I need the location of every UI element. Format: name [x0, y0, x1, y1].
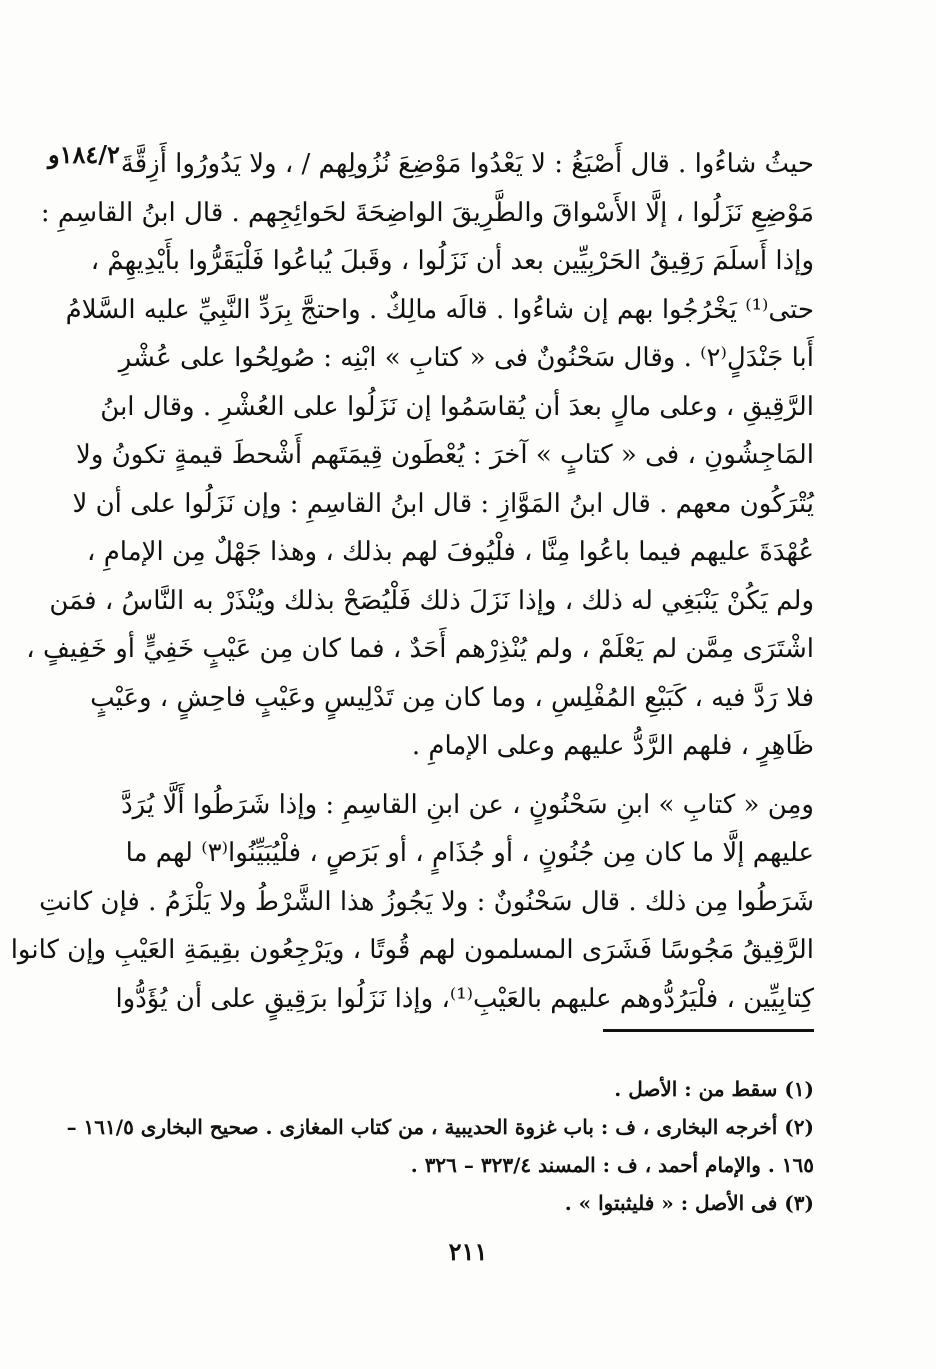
text-line: ومِن « كتابِ » ابنِ سَحْنُونٍ ، عن ابنِ القاسِمِ : وإذا شَرَطُوا أَلَّا يُرَدَّ: [121, 789, 814, 820]
footnote-2-continued: ١٦٥ . والإمام أحمد ، ف : المسند ٣٢٣/٤ – ٣٢٦ .: [410, 1153, 814, 1177]
text-line: ظَاهِرٍ ، فلهم الرَّدُّ عليهم وعلى الإمامِ .: [411, 731, 814, 761]
footnote-1: (١) سقط من : الأصل .: [614, 1077, 814, 1101]
text-line: المَاجِشُونِ ، فى « كتابٍ » آخرَ : يُعْطَون قِيمَتَهم أَشْحطَ قيمةٍ تكونُ ولا: [76, 440, 814, 470]
text-line: يُتْرَكُون معهم . قال ابنُ المَوَّازِ : قال ابنُ القاسِمِ : وإن نَزَلُوا على أن لا: [72, 488, 814, 519]
footnote-separator: [603, 1029, 814, 1032]
text-line: أَبا جَنْدَلٍ⁽٢⁾ . وقال سَحْنُونٌ فى « كتابِ » ابْنِه : صُولِحُوا على عُشْرِ: [118, 343, 814, 373]
text-line: فلا رَدَّ فيه ، كَبَيْعِ المُفْلِسِ ، وما كان مِن تَدْلِيسٍ وعَيْبٍ فاحِشٍ ، وعَيْبٍ: [90, 682, 814, 713]
text-line: وإذا أَسلَمَ رَقِيقُ الحَرْبِيِّين بعد أن نَزَلُوا ، وقَبلَ يُباعُوا فَلْيَقَرُّوا بأَيْدِيهِمْ ،: [90, 246, 814, 276]
page-number: ٢١١: [448, 1237, 488, 1266]
text-line: عليهم إلَّا ما كان مِن جُنُونٍ ، أو جُذَامٍ ، أو بَرَصٍ ، فلْيُبَيِّنُوا⁽٣⁾ لهم ما: [125, 838, 814, 868]
text-line: اشْتَرَى مِمَّن لم يَعْلَمْ ، ولم يُنْذِرْهم أَحَدٌ ، فما كان مِن عَيْبٍ خَفِيٍّ أو خَفِيفٍ ،: [26, 634, 814, 664]
text-line: ولم يَكُنْ يَنْبَغِي له ذلك ، وإذا نَزَلَ ذلك فَلْيُصَحْ بذلك ويُنْذَرْ به النَّاسُ ، فمَن: [49, 585, 814, 616]
text-line: الرَّقِيقِ ، وعلى مالٍ بعدَ أن يُقاسَمُوا إن نَزَلُوا على العُشْرِ . وقال ابنُ: [100, 391, 814, 422]
footnote-2: (٢) أخرجه البخارى ، ف : باب غزوة الحديبية ، من كتاب المغازى . صحيح البخارى ١٦١/٥ –: [66, 1115, 814, 1139]
text-line: كِتابِيِّين ، فلْيَرُدُّوهم عليهم بالعَيْبِ⁽¹⁾، وإذا نَزَلُوا برَقِيقٍ على أن يُؤَدُّوا: [115, 983, 814, 1014]
paragraph-gap: [128, 771, 814, 781]
text-line: مَوْضِعِ نَزَلُوا ، إلَّا الأَسْواقَ والطَّرِيقَ الواضِحَةَ لحَوائِجِهم . قال ابنُ القاسِمِ :: [40, 197, 814, 228]
text-line: حتى⁽¹⁾ يَخْرُجُوا بهم إن شاءُوا . قالَه مالِكٌ . واحتجَّ بِرَدِّ النَّبِيِّ عليه السَّلامُ: [65, 294, 814, 325]
text-line: شَرَطُوا مِن ذلك . قال سَحْنُونٌ : ولا يَجُوزُ هذا الشَّرْطُ ولا يَلْزَمُ . فإن كانتِ: [39, 886, 814, 917]
text-line: حيثُ شاءُوا . قال أَصْبَغُ : لا يَعْدُوا مَوْضِعَ نُزُولِهم / ، ولا يَدُورُوا أَزِقَّةَ: [120, 149, 814, 179]
text-line: عُهْدَةَ عليهم فيما باعُوا مِنَّا ، فلْيُوفَ لهم بذلك ، وهذا جَهْلٌ مِن الإمامِ ،: [87, 537, 814, 567]
footnotes: [66, 1070, 814, 1222]
footnote-3: (٣) فى الأصل : « فليثبتوا » .: [564, 1191, 814, 1215]
margin-folio-reference: ١٨٤/٢و: [48, 140, 120, 169]
text-line: الرَّقِيقُ مَجُوسًا فَشَرَى المسلمون لهم قُوتًا ، ويَرْجِعُون بقِيمَةِ العَيْبِ وإن كانوا: [10, 935, 814, 965]
paragraph-2: [10, 781, 814, 1024]
